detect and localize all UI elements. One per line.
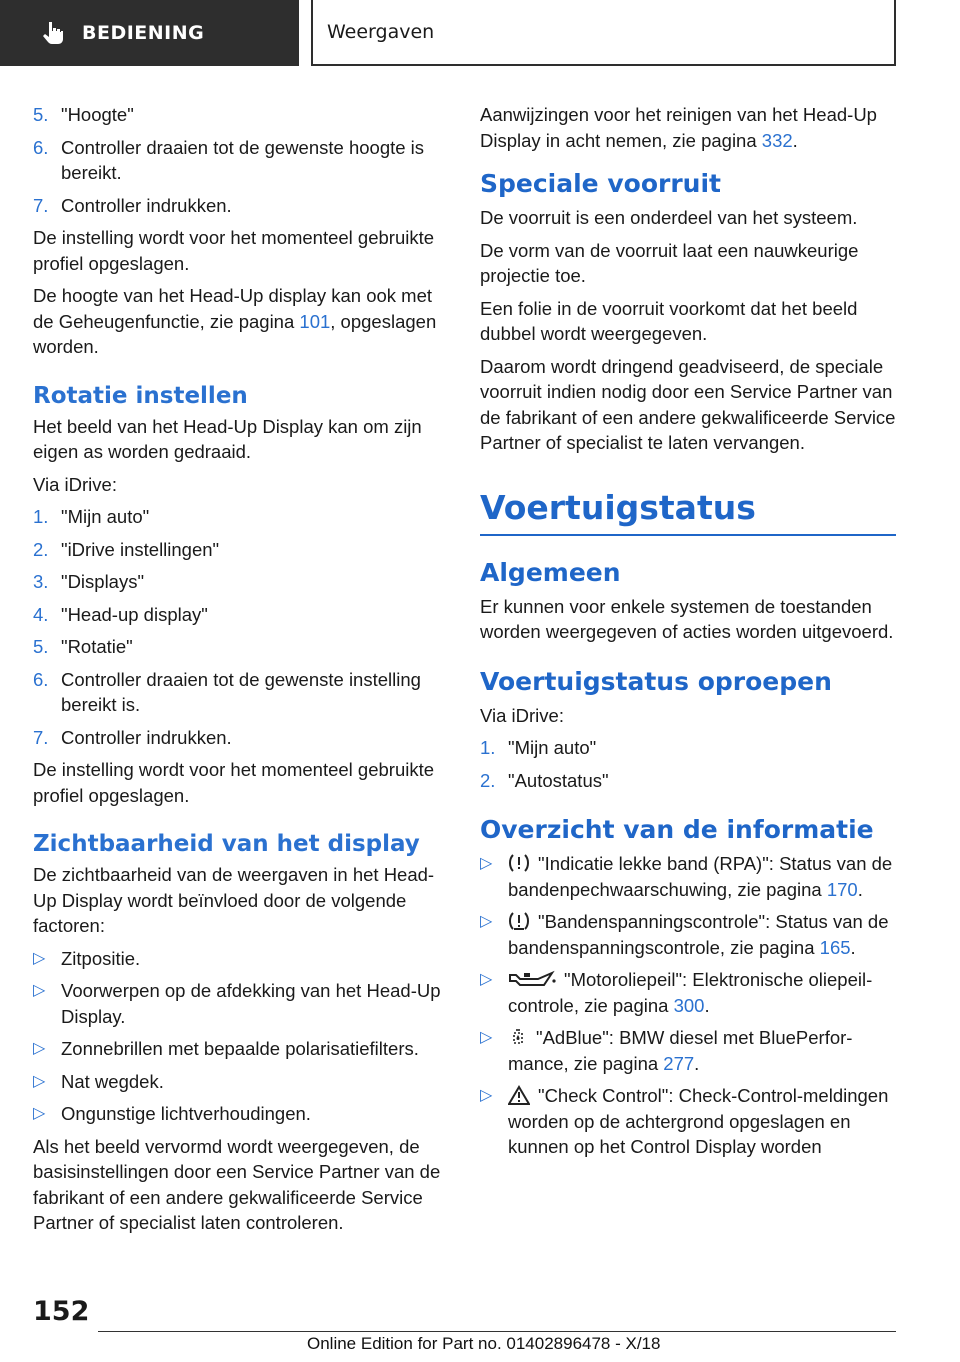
heading-overzicht: Overzicht van de informatie <box>480 815 874 844</box>
height-steps-list <box>33 102 451 218</box>
page-link[interactable]: 165 <box>819 936 851 958</box>
list-item: 3. "Displays" <box>33 571 145 592</box>
list-item: 7. Controller indrukken. <box>33 194 232 216</box>
oil-can-icon <box>508 969 556 989</box>
list-item: 4. "Head-up display" <box>33 603 208 625</box>
triangle-bullet-icon: ▷ <box>480 1087 493 1104</box>
list-item: ▷ "Bandenspanningscontrole": Status van de bandenspanningscontrole, zie pagina 165. <box>480 911 889 958</box>
paragraph: De hoogte van het Head-Up display kan ook met de Geheugenfunctie, zie pagina 101, opgeslagen worden. <box>33 285 437 357</box>
page-link[interactable]: 300 <box>673 994 705 1016</box>
left-column <box>33 102 451 1243</box>
list-item: 1. "Mijn auto" <box>33 506 150 527</box>
paragraph: De voorruit is een onderdeel van het systeem. <box>480 207 858 228</box>
page-link[interactable]: 101 <box>299 310 331 332</box>
page-link[interactable]: 332 <box>761 129 793 151</box>
paragraph: Via iDrive: <box>33 473 117 495</box>
list-item: ▷ "Check Control": Check-Control-meldingen worden op de achtergrond opgeslagen en kunnen op het Control Display worden <box>480 1085 889 1157</box>
list-item: ▷ Nat wegdek. <box>33 1069 451 1095</box>
hand-pointer-icon <box>40 20 66 46</box>
triangle-bullet-icon: ▷ <box>480 1029 493 1046</box>
heading-voertuigstatus: Voertuigstatus <box>480 488 896 536</box>
footer-divider <box>98 1331 896 1332</box>
list-item: 2. "iDrive instellingen" <box>33 538 220 560</box>
tire-pressure-icon <box>508 911 530 931</box>
factors-list <box>33 946 451 1127</box>
right-column <box>480 102 896 1167</box>
page-link[interactable]: 277 <box>663 1052 695 1074</box>
list-item: 5. "Rotatie" <box>33 636 133 657</box>
list-item: ▷ Ongunstige lichtverhoudingen. <box>33 1101 451 1127</box>
chapter-title: Weergaven <box>327 21 435 43</box>
paragraph: De zichtbaarheid van de weergaven in het Head-Up Display wordt beïnvloed door de volgende factoren: <box>33 864 435 936</box>
info-list <box>480 851 896 1160</box>
triangle-bullet-icon: ▷ <box>480 913 493 930</box>
triangle-bullet-icon: ▷ <box>33 1040 46 1057</box>
list-item: 1. "Mijn auto" <box>480 737 597 758</box>
paragraph: Als het beeld vervormd wordt weergegeven, de basisinstellingen door een Service Partner van de fabrikant of een andere gekwalificeerde Service Partner of specialist laten controleren. <box>33 1135 441 1233</box>
triangle-bullet-icon: ▷ <box>33 1072 46 1090</box>
list-item: 6. Controller draaien tot de gewenste hoogte is bereikt. <box>33 136 425 183</box>
heading-zichtbaarheid: Zichtbaarheid van het display <box>33 831 420 857</box>
heading-speciale-voorruit: Speciale voorruit <box>480 169 721 198</box>
page-number: 152 <box>33 1296 90 1327</box>
section-tab <box>0 0 299 66</box>
warning-triangle-icon <box>508 1085 530 1105</box>
page-link[interactable]: 170 <box>826 878 858 900</box>
section-title: BEDIENING <box>82 22 205 44</box>
edition-text: Online Edition for Part no. 01402896478 - X/18 <box>307 1334 661 1353</box>
list-item: ▷ Zitpositie. <box>33 946 451 972</box>
paragraph: Aanwijzingen voor het reinigen van het Head-Up Display in acht nemen, zie pagina 332. <box>480 104 877 151</box>
list-item: 2. "Autostatus" <box>480 769 609 791</box>
paragraph: Er kunnen voor enkele systemen de toestanden worden weergegeven of acties worden uitgevoerd. <box>480 595 894 642</box>
heading-rotatie: Rotatie instellen <box>33 382 248 409</box>
paragraph: De vorm van de voorruit laat een nauwkeurige projectie toe. <box>480 239 859 286</box>
paragraph: Daarom wordt dringend geadviseerd, de speciale voorruit indien nodig door een Service Partner van de fabrikant of een andere gekwalificeerde Service Partner of specialist te laten vervangen. <box>480 355 896 453</box>
page-header <box>0 0 960 66</box>
paragraph: Via iDrive: <box>480 704 564 726</box>
list-item: 7. Controller indrukken. <box>33 726 232 748</box>
chapter-tab <box>311 0 896 66</box>
rotation-steps-list <box>33 504 451 750</box>
paragraph: Een folie in de voorruit voorkomt dat het beeld dubbel wordt weergegeven. <box>480 297 858 344</box>
list-item: ▷ "Motoroliepeil": Elektronische oliepeilcontrole, zie pagina 300. <box>480 969 873 1016</box>
list-item: 6. Controller draaien tot de gewenste instelling bereikt is. <box>33 668 421 715</box>
triangle-bullet-icon: ▷ <box>33 982 46 999</box>
list-item: ▷ Zonnebrillen met bepaalde polarisatiefilters. <box>33 1036 451 1062</box>
paragraph: De instelling wordt voor het momenteel gebruikte profiel opgeslagen. <box>33 227 435 274</box>
paragraph: Het beeld van het Head-Up Display kan om zijn eigen as worden gedraaid. <box>33 415 422 462</box>
triangle-bullet-icon: ▷ <box>33 1105 46 1122</box>
tire-warning-icon <box>508 853 530 873</box>
list-item: ▷ "Indicatie lekke band (RPA)": Status van de bandenpechwaarschuwing, zie pagina 170. <box>480 853 893 900</box>
status-steps-list <box>480 735 896 793</box>
list-item: 5. "Hoogte" <box>33 104 134 125</box>
heading-algemeen: Algemeen <box>480 557 621 587</box>
triangle-bullet-icon: ▷ <box>33 949 46 967</box>
triangle-bullet-icon: ▷ <box>480 855 493 872</box>
paragraph: De instelling wordt voor het momenteel gebruikte profiel opgeslagen. <box>33 759 435 806</box>
heading-voertuigstatus-oproepen: Voertuigstatus oproepen <box>480 666 832 696</box>
triangle-bullet-icon: ▷ <box>480 971 493 988</box>
list-item: ▷ Voorwerpen op de afdekking van het Head-Up Display. <box>33 980 441 1027</box>
adblue-icon <box>508 1027 528 1047</box>
list-item: ▷ "AdBlue": BMW diesel met BluePerformance, zie pagina 277. <box>480 1027 853 1074</box>
